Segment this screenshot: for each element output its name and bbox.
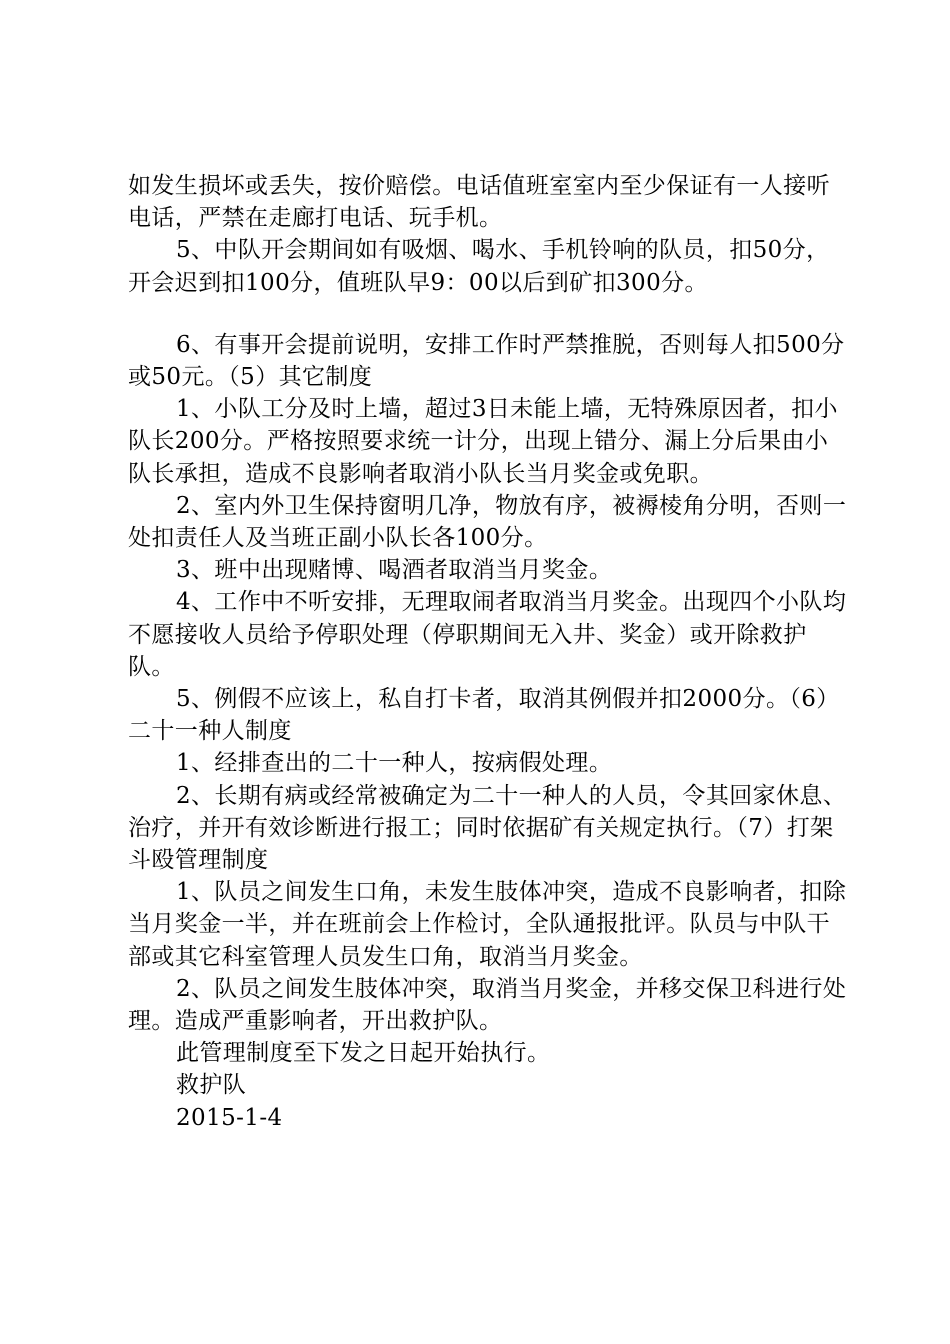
signature-date: 2015-1-4 [176,1104,283,1131]
paragraph-other-rule-3: 3、班中出现赌博、喝酒者取消当月奖金。 [176,557,613,584]
signature-organization: 救护队 [176,1072,247,1099]
paragraph-fight-rule-2: 2、队员之间发生肢体冲突，取消当月奖金，并移交保卫科进行处理。造成严重影响者，开出救护队。 [128,975,847,1035]
paragraph-rule-6-meeting: 6、有事开会提前说明，安排工作时严禁推脱，否则每人扣500分或50元。（5）其它制度 [128,331,845,391]
paragraph-fight-rule-1: 1、队员之间发生口角，未发生肢体冲突，造成不良影响者，扣除当月奖金一半，并在班前会上作检讨，全队通报批评。队员与中队干部或其它科室管理人员发生口角，取消当月奖金。 [128,879,847,970]
paragraph-gap [128,299,850,329]
paragraph-continuation: 如发生损坏或丢失，按价赔偿。电话值班室室内至少保证有一人接听电话，严禁在走廊打电话、玩手机。 [128,173,830,232]
paragraph-other-rule-5: 5、例假不应该上，私自打卡者，取消其例假并扣2000分。（6）二十一种人制度 [128,686,840,745]
document-body [128,170,850,1134]
paragraph-other-rule-4: 4、工作中不听安排，无理取闹者取消当月奖金。出现四个小队均不愿接收人员给予停职处理（停职期间无入井、奖金）或开除救护队。 [128,589,847,680]
paragraph-21-rule-1: 1、经排查出的二十一种人，按病假处理。 [176,750,613,777]
paragraph-21-rule-2: 2、长期有病或经常被确定为二十一种人的人员，令其回家休息、治疗，并开有效诊断进行报工；同时依据矿有关规定执行。（7）打架斗殴管理制度 [128,782,847,874]
paragraph-other-rule-2: 2、室内外卫生保持窗明几净，物放有序，被褥棱角分明，否则一处扣责任人及当班正副小队长各100分。 [128,492,847,552]
paragraph-other-rule-1: 1、小队工分及时上墙，超过3日未能上墙，无特殊原因者，扣小队长200分。严格按照要求统一计分，出现上错分、漏上分后果由小队长承担，造成不良影响者取消小队长当月奖金或免职。 [128,396,838,487]
paragraph-effective-statement: 此管理制度至下发之日起开始执行。 [176,1040,551,1067]
paragraph-rule-5-meeting: 5、中队开会期间如有吸烟、喝水、手机铃响的队员，扣50分，开会迟到扣100分，值班队早9：00以后到矿扣300分。 [128,237,830,296]
